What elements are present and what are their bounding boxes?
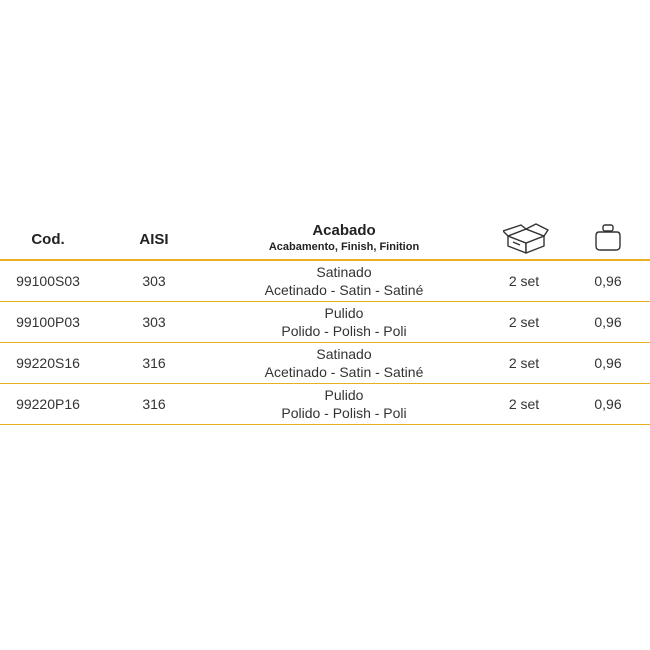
cell-aisi: 303 — [142, 314, 166, 330]
finish-name: Satinado — [316, 346, 372, 362]
cell-finish — [224, 386, 464, 422]
header-acabado — [224, 222, 464, 253]
box-icon — [496, 222, 556, 259]
finish-name: Pulido — [324, 305, 364, 321]
table-row — [0, 261, 650, 302]
cell-aisi: 303 — [142, 273, 166, 289]
finish-translations: Acetinado - Satin - Satiné — [264, 364, 424, 380]
cell-finish — [224, 345, 464, 381]
finish-translations: Polido - Polish - Poli — [281, 405, 407, 421]
cell-weight: 0,96 — [594, 355, 622, 371]
cell-aisi: 316 — [142, 396, 166, 412]
cell-weight: 0,96 — [594, 396, 622, 412]
finish-name: Satinado — [316, 264, 372, 280]
cell-weight: 0,96 — [594, 314, 622, 330]
cell-finish — [224, 263, 464, 299]
header-acabado-subtitle: Acabamento, Finish, Finition — [268, 241, 420, 253]
weight-icon — [578, 222, 638, 259]
finish-translations: Polido - Polish - Poli — [281, 323, 407, 339]
table-row — [0, 343, 650, 384]
header-cod: Cod. — [31, 231, 65, 248]
cell-cod: 99220S16 — [16, 355, 80, 371]
cell-quantity: 2 set — [508, 355, 540, 371]
finish-translations: Acetinado - Satin - Satiné — [264, 282, 424, 298]
cell-weight: 0,96 — [594, 273, 622, 289]
cell-finish — [224, 304, 464, 340]
cell-quantity: 2 set — [508, 273, 540, 289]
table-row — [0, 302, 650, 343]
cell-quantity: 2 set — [508, 314, 540, 330]
header-aisi: AISI — [139, 231, 169, 248]
cell-cod: 99220P16 — [16, 396, 80, 412]
cell-quantity: 2 set — [508, 396, 540, 412]
table-header — [0, 220, 650, 261]
cell-aisi: 316 — [142, 355, 166, 371]
product-table — [0, 220, 650, 425]
header-acabado-title: Acabado — [312, 222, 376, 239]
cell-cod: 99100S03 — [16, 273, 80, 289]
table-row — [0, 384, 650, 425]
cell-cod: 99100P03 — [16, 314, 80, 330]
finish-name: Pulido — [324, 387, 364, 403]
